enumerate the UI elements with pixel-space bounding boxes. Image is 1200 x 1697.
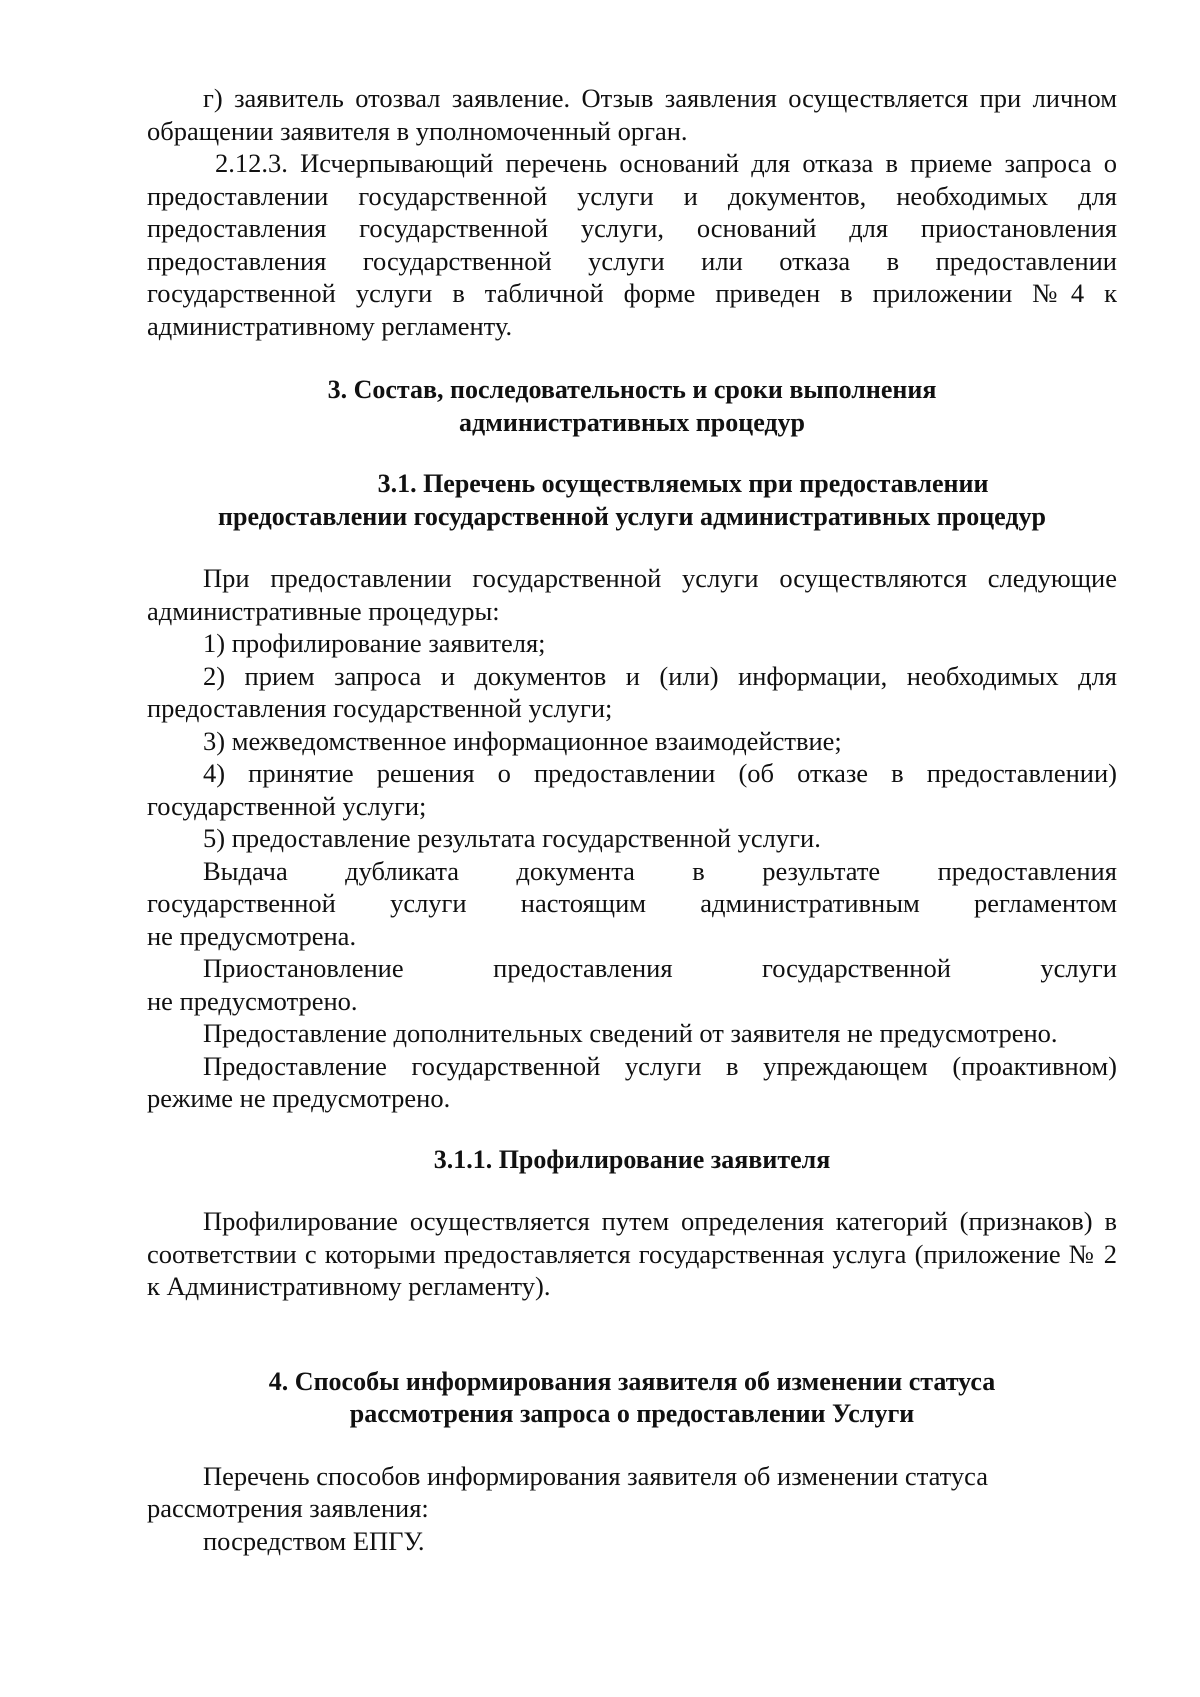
section-3-heading xyxy=(147,374,1117,439)
section-3-1-heading-line1: 3.1. Перечень осуществляемых при предоставлении xyxy=(377,469,989,498)
additional-info-paragraph: Предоставление дополнительных сведений от заявителя не предусмотрено. xyxy=(203,1018,1058,1048)
proactive-paragraph: Предоставление государственной услуги в упреждающем (проактивном) режиме не предусмотрено. xyxy=(147,1050,1117,1113)
duplicate-line-2: государственной услуги настоящим административным регламентом xyxy=(147,888,1117,918)
duplicate-paragraph xyxy=(147,855,1117,953)
section-3-1-heading xyxy=(147,468,1117,533)
section-3-heading-line2: административных процедур xyxy=(458,407,806,437)
procedure-item-3: 3) межведомственное информационное взаимодействие; xyxy=(203,725,842,756)
paragraph-withdrawal: г) заявитель отозвал заявление. Отзыв заявления осуществляется при личном обращении заявителя в уполномоченный орган. xyxy=(147,83,1117,146)
duplicate-line-1: Выдача дубликата документа в результате предоставления xyxy=(203,855,1117,886)
procedures-lead: При предоставлении государственной услуги осуществляются следующие административные процедуры: xyxy=(147,563,1117,626)
document-page xyxy=(147,82,1117,1557)
suspension-line-1: Приостановление предоставления государственной услуги xyxy=(203,953,1117,983)
duplicate-line-3: не предусмотрена. xyxy=(147,920,357,951)
section-3-1-heading-line2: предоставлении государственной услуги административных процедур xyxy=(218,501,1046,531)
procedure-item-4: 4) принятие решения о предоставлении (об отказе в предоставлении) государственной услуги; xyxy=(147,758,1117,821)
procedure-item-5: 5) предоставление результата государственной услуги. xyxy=(203,823,821,853)
section-4-heading-line2: рассмотрения запроса о предоставлении Услуги xyxy=(349,1399,915,1428)
procedure-item-2: 2) прием запроса и документов и (или) информации, необходимых для предоставления государственной услуги; xyxy=(147,660,1117,723)
section-3-1-1-heading: 3.1.1. Профилирование заявителя xyxy=(433,1144,831,1174)
info-method-item: посредством ЕПГУ. xyxy=(203,1525,425,1556)
profiling-paragraph: Профилирование осуществляется путем определения категорий (признаков) в соответствии с которыми предоставляется государственная услуга (приложение № 2 к Административному регламенту). xyxy=(147,1206,1117,1301)
section-4-heading-line1: 4. Способы информирования заявителя об изменении статуса xyxy=(268,1366,996,1396)
procedure-item-1: 1) профилирование заявителя; xyxy=(203,628,546,658)
suspension-line-2: не предусмотрено. xyxy=(147,985,358,1016)
section-3-1-body xyxy=(147,562,1117,1115)
paragraph-2-12-3: 2.12.3. Исчерпывающий перечень оснований для отказа в приеме запроса о предоставлении государственной услуги и документов, необходимых для предоставления государственной услуги, оснований для приостановления предоставления государственной услуги или отказа в предоставлении государственной услуги в табличной форме приведен в приложении №4 к административному регламенту. xyxy=(147,148,1117,341)
section-3-heading-line1: 3. Состав, последовательность и сроки выполнения xyxy=(327,375,937,404)
suspension-paragraph xyxy=(147,952,1117,1017)
section-4-body xyxy=(147,1460,1117,1558)
info-methods-lead: Перечень способов информирования заявителя об изменении статуса рассмотрения заявления: xyxy=(147,1460,988,1523)
section-4-heading xyxy=(147,1366,1117,1431)
